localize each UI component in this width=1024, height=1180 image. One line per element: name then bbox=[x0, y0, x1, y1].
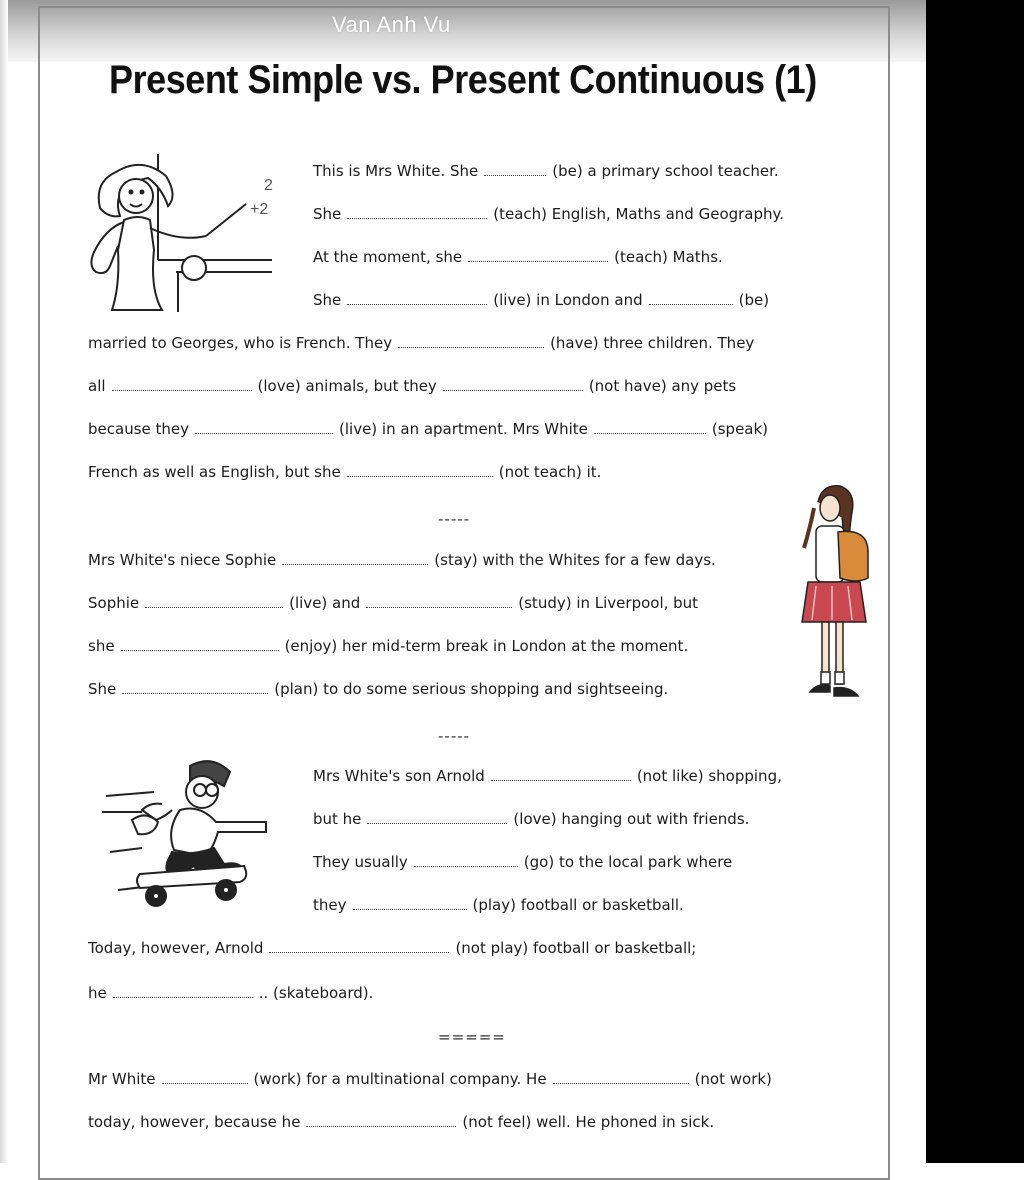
exercise-line: At the moment, she (teach) Maths. bbox=[313, 248, 723, 266]
answer-blank[interactable] bbox=[553, 1071, 689, 1084]
exercise-line: they (play) football or basketball. bbox=[313, 896, 684, 914]
answer-blank[interactable] bbox=[443, 378, 583, 391]
answer-blank[interactable] bbox=[282, 552, 428, 565]
exercise-line: French as well as English, but she (not teach) it. bbox=[88, 463, 602, 481]
answer-blank[interactable] bbox=[367, 811, 507, 824]
page-edge bbox=[0, 0, 8, 1163]
author-watermark: Van Anh Vu bbox=[332, 12, 451, 37]
answer-blank[interactable] bbox=[269, 940, 449, 953]
exercise-line: married to Georges, who is French. They (have) three children. They bbox=[88, 334, 755, 352]
exercise-line: They usually (go) to the local park where bbox=[313, 853, 733, 871]
answer-blank[interactable] bbox=[145, 595, 283, 608]
answer-blank[interactable] bbox=[414, 854, 518, 867]
answer-blank[interactable] bbox=[347, 292, 487, 305]
answer-blank[interactable] bbox=[306, 1114, 456, 1127]
answer-blank[interactable] bbox=[649, 292, 733, 305]
answer-blank[interactable] bbox=[398, 335, 544, 348]
black-margin bbox=[926, 0, 1024, 1163]
exercise-line: today, however, because he (not feel) well. He phoned in sick. bbox=[88, 1113, 715, 1131]
exercise-line: Mrs White's son Arnold (not like) shopping, bbox=[313, 767, 782, 785]
exercise-line: This is Mrs White. She (be) a primary school teacher. bbox=[313, 162, 779, 180]
sophie-illustration bbox=[796, 482, 874, 708]
exercise-line: he .. (skateboard). bbox=[88, 984, 374, 1002]
answer-blank[interactable] bbox=[491, 768, 631, 781]
page-title: Present Simple vs. Present Continuous (1) bbox=[109, 58, 817, 102]
answer-blank[interactable] bbox=[112, 378, 252, 391]
answer-blank[interactable] bbox=[366, 595, 512, 608]
answer-blank[interactable] bbox=[353, 897, 467, 910]
section-separator: ----- bbox=[438, 510, 471, 528]
teacher-illustration bbox=[86, 152, 282, 322]
skateboarder-illustration bbox=[102, 756, 278, 914]
board-number-bottom: +2 bbox=[250, 201, 269, 218]
exercise-line: She (plan) to do some serious shopping and sightseeing. bbox=[88, 680, 669, 698]
exercise-line: Sophie (live) and (study) in Liverpool, but bbox=[88, 594, 699, 612]
section-separator: ----- bbox=[438, 727, 471, 745]
exercise-line: Mr White (work) for a multinational company. He (not work) bbox=[88, 1070, 772, 1088]
exercise-line: Mrs White's niece Sophie (stay) with the Whites for a few days. bbox=[88, 551, 716, 569]
exercise-line: but he (love) hanging out with friends. bbox=[313, 810, 750, 828]
answer-blank[interactable] bbox=[122, 681, 268, 694]
exercise-line: Today, however, Arnold (not play) football or basketball; bbox=[88, 939, 697, 957]
answer-blank[interactable] bbox=[484, 163, 546, 176]
exercise-line: She (live) in London and (be) bbox=[313, 291, 770, 309]
answer-blank[interactable] bbox=[121, 638, 279, 651]
answer-blank[interactable] bbox=[347, 464, 493, 477]
section-separator: ===== bbox=[438, 1028, 506, 1046]
answer-blank[interactable] bbox=[347, 206, 487, 219]
exercise-line: all (love) animals, but they (not have) any pets bbox=[88, 377, 737, 395]
answer-blank[interactable] bbox=[162, 1071, 248, 1084]
answer-blank[interactable] bbox=[468, 249, 608, 262]
exercise-line: she (enjoy) her mid-term break in London at the moment. bbox=[88, 637, 689, 655]
answer-blank[interactable] bbox=[195, 421, 333, 434]
board-number-top: 2 bbox=[264, 177, 273, 194]
answer-blank[interactable] bbox=[113, 985, 253, 998]
exercise-line: because they (live) in an apartment. Mrs White (speak) bbox=[88, 420, 769, 438]
exercise-line: She (teach) English, Maths and Geography. bbox=[313, 205, 785, 223]
answer-blank[interactable] bbox=[594, 421, 706, 434]
